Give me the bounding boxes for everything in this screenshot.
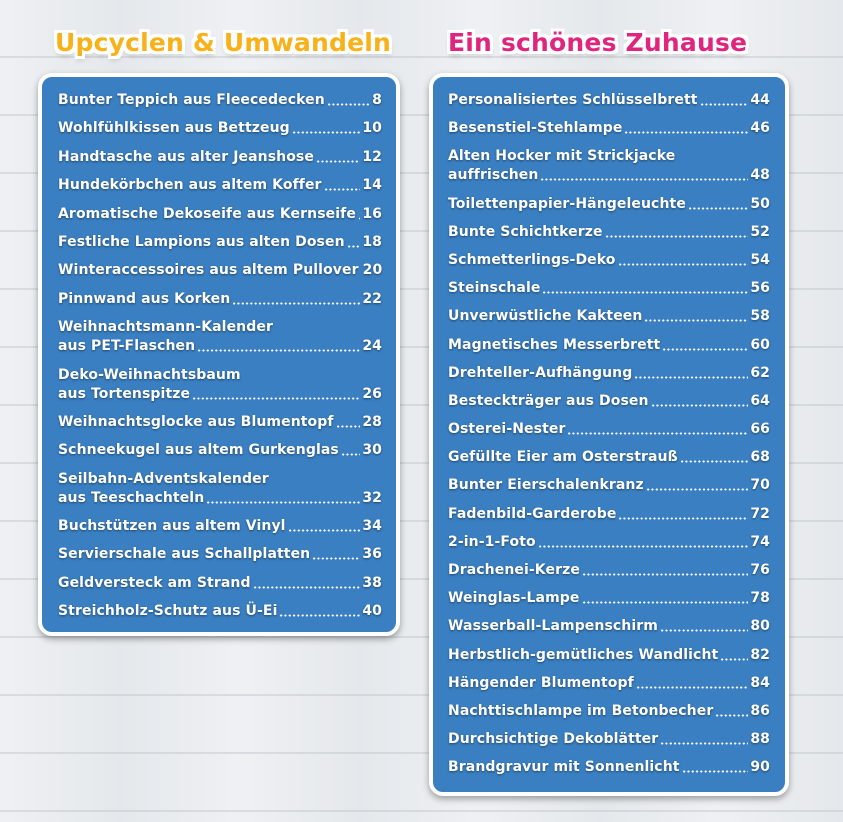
toc-entry-page: 66 (750, 421, 770, 438)
toc-entry-page: 64 (750, 392, 770, 409)
toc-entry-page: 32 (362, 489, 382, 506)
toc-entry-title: Bunter Teppich aus Fleecedecken (58, 92, 325, 108)
toc-entry-row (448, 505, 770, 524)
toc-entry-title: Weihnachtsglocke aus Blumentopf (58, 413, 334, 430)
toc-entry-row (58, 517, 382, 536)
dot-leader (232, 301, 360, 305)
toc-entry (58, 441, 382, 460)
toc-entry-title: Buchstützen aus altem Vinyl (58, 518, 286, 535)
toc-entry-page: 70 (750, 477, 770, 494)
toc-entry-title: aus PET-Flaschen (58, 338, 196, 355)
dot-leader (636, 685, 748, 689)
toc-entry-row (58, 337, 382, 356)
dot-leader (605, 234, 749, 238)
toc-entry (58, 545, 382, 564)
dot-leader (324, 187, 361, 191)
toc-entry-row (448, 166, 770, 185)
dot-leader (624, 130, 748, 134)
toc-entry-page: 78 (750, 590, 770, 607)
toc-entry (58, 148, 382, 167)
toc-entry-title: Drachenei-Kerze (448, 562, 580, 578)
toc-entry (448, 617, 770, 636)
toc-entry (448, 589, 770, 608)
dot-leader (358, 216, 360, 220)
toc-entry-page: 68 (750, 449, 770, 466)
toc-entry-row (448, 646, 770, 665)
toc-entry-title-line1: Alten Hocker mit Strickjacke (448, 148, 676, 165)
toc-entry (58, 574, 382, 593)
dot-leader (618, 262, 749, 266)
toc-entry-row (448, 476, 770, 495)
toc-entry-row (448, 364, 770, 383)
dot-leader (312, 556, 360, 560)
toc-entry-title-line1: Weihnachtsmann-Kalender (58, 319, 273, 336)
toc-entry-title: Wohlfühlkissen aus Bettzeug (58, 120, 290, 137)
dot-leader (660, 741, 748, 745)
toc-entry (448, 420, 770, 439)
dot-leader (206, 500, 360, 504)
toc-entry-title: Magnetisches Messerbrett (448, 336, 661, 353)
toc-entry-title: aus Tortenspitze (58, 385, 191, 402)
toc-entry-title: Herbstlich-gemütliches Wandlicht (448, 646, 719, 663)
toc-entry-title: Fadenbild-Garderobe (448, 505, 617, 522)
toc-entry-title: Hängender Blumentopf (448, 674, 634, 691)
toc-entry-row (58, 413, 382, 432)
toc-entry-title: Besenstiel-Stehlampe (448, 120, 623, 137)
toc-entry-page: 90 (750, 759, 770, 776)
dot-leader (347, 244, 361, 248)
toc-list-upcyclen (58, 91, 382, 631)
toc-entry-page: 40 (362, 603, 382, 620)
toc-entry-row (58, 261, 382, 280)
toc-entry-row (58, 119, 382, 138)
toc-entry-title: auffrischen (448, 167, 539, 184)
toc-entry-row (58, 148, 382, 167)
toc-entry-page: 10 (362, 120, 382, 137)
toc-entry-title: Besteckträger aus Dosen (448, 392, 649, 409)
toc-entry (448, 91, 770, 110)
toc-entry-page: 30 (362, 442, 382, 459)
toc-entry-page: 34 (362, 518, 382, 535)
toc-entry-title: Geldversteck am Strand (58, 574, 251, 591)
toc-entry-page: 58 (750, 308, 770, 325)
toc-entry-page: 44 (750, 92, 770, 108)
toc-entry-row (448, 702, 770, 721)
dot-leader (542, 290, 748, 294)
toc-panel-zuhause (429, 73, 789, 796)
dot-leader (316, 159, 360, 163)
dot-leader (341, 452, 360, 456)
toc-entry-title: Schneekugel aus altem Gurkenglas (58, 442, 339, 459)
section-title-upcyclen: Upcyclen & Umwandeln (55, 28, 391, 57)
toc-entry-page: 80 (750, 618, 770, 635)
toc-entry (58, 91, 382, 110)
toc-entry (58, 318, 382, 356)
toc-entry-title: Osterei-Nester (448, 421, 566, 438)
toc-entry-page: 28 (362, 413, 382, 430)
toc-entry-title: Bunte Schichtkerze (448, 223, 603, 240)
toc-entry-row (448, 533, 770, 552)
toc-entry-page: 24 (362, 338, 382, 355)
dot-leader (567, 431, 748, 435)
toc-entry-page: 74 (750, 533, 770, 550)
dot-leader (682, 769, 749, 773)
dot-leader (660, 628, 748, 632)
toc-entry-row (58, 205, 382, 224)
toc-entry-row (448, 674, 770, 693)
dot-leader (279, 613, 360, 617)
toc-entry-page: 46 (750, 120, 770, 137)
toc-entry-title: Toilettenpapier-Hängeleuchte (448, 195, 686, 212)
toc-entry (58, 517, 382, 536)
toc-entry (448, 533, 770, 552)
toc-entry-page: 82 (750, 646, 770, 663)
toc-entry-row (448, 91, 770, 110)
toc-entry-title: Hundekörbchen aus altem Koffer (58, 177, 322, 194)
toc-entry-page: 84 (750, 674, 770, 691)
toc-entry-title: Handtasche aus alter Jeanshose (58, 148, 314, 165)
toc-entry-title: Winteraccessoires aus altem Pullover (58, 262, 359, 279)
dot-leader (192, 396, 360, 400)
toc-entry-row (448, 251, 770, 270)
toc-entry-row (58, 91, 382, 110)
dot-leader (618, 516, 748, 520)
toc-entry (448, 674, 770, 693)
toc-entry-page: 88 (750, 731, 770, 748)
toc-entry-row (448, 307, 770, 326)
toc-entry-page: 60 (750, 336, 770, 353)
dot-leader (582, 600, 749, 604)
toc-entry-row (448, 223, 770, 242)
toc-entry-title-line1: Deko-Weihnachtsbaum (58, 366, 241, 383)
toc-entry-row (448, 758, 770, 777)
toc-entry-page: 62 (750, 364, 770, 381)
toc-entry-page: 16 (362, 205, 382, 222)
toc-entry (58, 176, 382, 195)
toc-entry-title: Personalisiertes Schlüsselbrett (448, 92, 698, 108)
toc-entry-row (448, 279, 770, 298)
toc-entry-page: 12 (362, 148, 382, 165)
toc-entry (448, 476, 770, 495)
toc-entry-row (448, 730, 770, 749)
toc-entry-title: Festliche Lampions aus alten Dosen (58, 233, 345, 250)
dot-leader (336, 424, 361, 428)
toc-entry (58, 602, 382, 621)
toc-entry-title: Steinschale (448, 280, 541, 297)
toc-entry (448, 119, 770, 138)
dot-leader (292, 130, 361, 134)
toc-entry-row (448, 617, 770, 636)
toc-entry-title: Aromatische Dekoseife aus Kernseife (58, 205, 356, 222)
toc-entry-title: Schmetterlings-Deko (448, 251, 616, 268)
dot-leader (540, 177, 748, 181)
dot-leader (688, 206, 748, 210)
toc-list-zuhause (448, 91, 770, 787)
toc-entry-row (448, 448, 770, 467)
toc-entry-page: 38 (362, 574, 382, 591)
toc-entry-page: 26 (362, 385, 382, 402)
toc-entry-page: 36 (362, 546, 382, 563)
toc-entry (58, 470, 382, 508)
toc-entry-row (448, 195, 770, 214)
toc-entry (58, 261, 382, 280)
toc-entry-page: 8 (372, 92, 382, 108)
dot-leader (538, 544, 749, 548)
toc-entry-row (448, 119, 770, 138)
toc-entry-row (58, 602, 382, 621)
toc-entry-title: 2-in-1-Foto (448, 533, 536, 550)
toc-entry-row (58, 233, 382, 252)
toc-entry-row (58, 176, 382, 195)
toc-entry-title: Streichholz-Schutz aus Ü-Ei (58, 603, 278, 620)
toc-entry (448, 364, 770, 383)
toc-entry-page: 18 (362, 233, 382, 250)
toc-entry (58, 366, 382, 404)
toc-entry (58, 290, 382, 309)
toc-entry (448, 448, 770, 467)
toc-entry (58, 233, 382, 252)
toc-entry (58, 205, 382, 224)
dot-leader (646, 487, 749, 491)
dot-leader (651, 403, 749, 407)
toc-entry (448, 195, 770, 214)
dot-leader (662, 347, 748, 351)
dot-leader (644, 318, 748, 322)
toc-entry-row (58, 574, 382, 593)
toc-entry-title: Bunter Eierschalenkranz (448, 477, 644, 494)
toc-entry (448, 758, 770, 777)
toc-entry (448, 251, 770, 270)
toc-entry-title: Weinglas-Lampe (448, 590, 580, 607)
dot-leader (288, 528, 361, 532)
dot-leader (680, 459, 749, 463)
dot-leader (253, 585, 361, 589)
dot-leader (720, 657, 748, 661)
toc-entry-page: 20 (362, 262, 383, 279)
toc-entry (448, 646, 770, 665)
toc-entry (448, 730, 770, 749)
toc-entry (448, 147, 770, 185)
toc-entry-title: Nachttischlampe im Betonbecher (448, 702, 714, 719)
toc-entry-page: 52 (750, 223, 770, 240)
toc-entry-title: aus Teeschachteln (58, 489, 205, 506)
toc-entry-row (58, 545, 382, 564)
dot-leader (327, 102, 370, 106)
toc-entry-row (448, 392, 770, 411)
toc-entry-row (58, 385, 382, 404)
dot-leader (700, 102, 749, 106)
toc-entry (448, 392, 770, 411)
toc-entry-row (58, 290, 382, 309)
toc-entry (448, 223, 770, 242)
toc-entry-page: 76 (750, 562, 770, 578)
toc-entry (448, 702, 770, 721)
toc-entry-title: Gefüllte Eier am Osterstrauß (448, 449, 678, 466)
toc-panel-upcyclen (38, 73, 400, 636)
section-title-zuhause: Ein schönes Zuhause (448, 28, 748, 57)
toc-entry-page: 50 (750, 195, 770, 212)
toc-entry-title: Drehteller-Aufhängung (448, 364, 633, 381)
toc-entry-title: Brandgravur mit Sonnenlicht (448, 759, 680, 776)
toc-entry (448, 336, 770, 355)
toc-entry (58, 413, 382, 432)
toc-entry-page: 72 (750, 505, 770, 522)
dot-leader (715, 713, 748, 717)
toc-entry-row (448, 336, 770, 355)
toc-entry-title: Wasserball-Lampenschirm (448, 618, 658, 635)
toc-entry-title-line1: Seilbahn-Adventskalender (58, 470, 269, 487)
dot-leader (634, 375, 748, 379)
toc-entry-page: 48 (750, 167, 770, 184)
dot-leader (197, 348, 360, 352)
toc-entry-page: 22 (362, 290, 382, 307)
toc-entry-title: Servierschale aus Schallplatten (58, 546, 311, 563)
toc-entry-page: 54 (750, 251, 770, 268)
toc-entry (448, 561, 770, 580)
toc-entry (448, 279, 770, 298)
toc-entry-title: Unverwüstliche Kakteen (448, 308, 643, 325)
toc-entry-row (448, 589, 770, 608)
toc-entry (448, 505, 770, 524)
toc-entry-row (448, 420, 770, 439)
toc-entry-page: 86 (750, 702, 770, 719)
toc-entry-page: 56 (750, 280, 770, 297)
toc-entry-row (448, 561, 770, 580)
toc-entry-title: Pinnwand aus Korken (58, 290, 231, 307)
toc-entry-title: Durchsichtige Dekoblätter (448, 731, 659, 748)
toc-entry (448, 307, 770, 326)
dot-leader (582, 572, 748, 576)
toc-entry-page: 14 (362, 177, 382, 194)
toc-entry (58, 119, 382, 138)
toc-entry-row (58, 441, 382, 460)
toc-entry-row (58, 489, 382, 508)
